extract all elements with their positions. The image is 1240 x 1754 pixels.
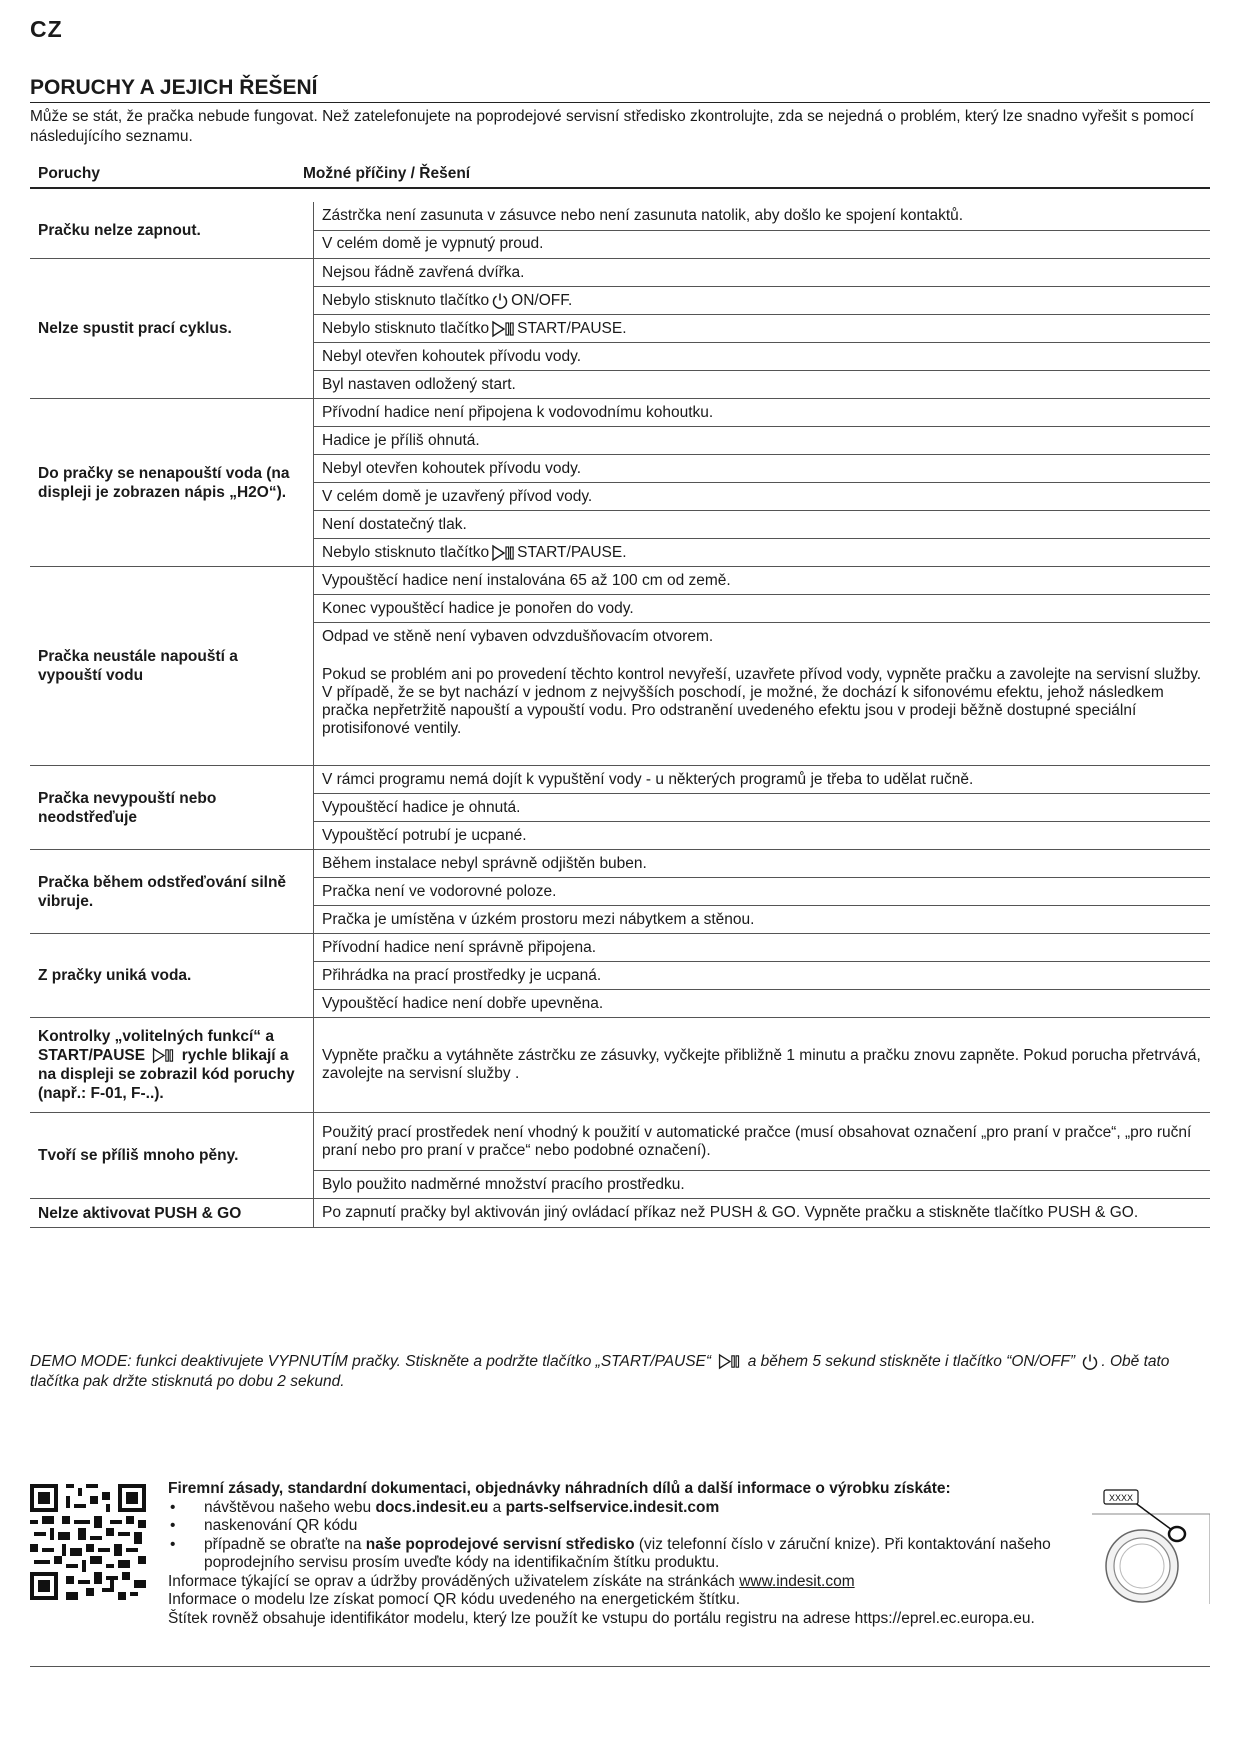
solution-item: Přívodní hadice není připojena k vodovodnímu kohoutku. (314, 399, 1210, 427)
footer-line (168, 1573, 1103, 1592)
power-icon (1081, 1353, 1099, 1371)
indesit-link[interactable]: www.indesit.com (739, 1572, 855, 1590)
fault-cell: Z pračky uniká voda. (30, 934, 314, 1018)
table-row (30, 766, 1210, 850)
solution-item: Nejsou řádně zavřená dvířka. (314, 259, 1210, 287)
language-code: CZ (30, 16, 63, 42)
fault-cell: Pračku nelze zapnout. (30, 202, 314, 259)
table-row (30, 202, 1210, 259)
service-center-label: naše poprodejové servisní středisko (365, 1535, 635, 1553)
solution-item: Nebyl otevřen kohoutek přívodu vody. (314, 455, 1210, 483)
solution-item: Přívodní hadice není správně připojena. (314, 934, 1210, 962)
parts-link[interactable]: parts-selfservice.indesit.com (505, 1498, 720, 1516)
fault-cell: Pračka během odstřeďování silně vibruje. (30, 850, 314, 934)
solution-item: Po zapnutí pračky byl aktivován jiný ovládací příkaz než PUSH & GO. Vypněte pračku a stiskněte tlačítko PUSH & GO. (314, 1199, 1211, 1228)
qr-code[interactable] (30, 1484, 146, 1600)
section-title: PORUCHY A JEJICH ŘEŠENÍ (30, 76, 1210, 103)
solution-text: Nebylo stisknuto tlačítko (322, 543, 490, 561)
demo-text: DEMO MODE: funkci deaktivujete VYPNUTÍM pračky. Stiskněte a podržte tlačítko „START/PAUSE“ (30, 1353, 712, 1370)
footer-line: Štítek rovněž obsahuje identifikátor modelu, který lze použít ke vstupu do portálu registru na adrese https://eprel.ec.europa.eu. (168, 1609, 1035, 1627)
solution-item: Vypněte pračku a vytáhněte zástrčku ze zásuvky, vyčkejte přibližně 1 minutu a pračku znovu zapněte. Pokud porucha přetrvává, zavolejte na servisní služby . (314, 1018, 1211, 1113)
solution-item: Vypouštěcí hadice není instalována 65 až 100 cm od země. (314, 567, 1210, 595)
table-header (30, 165, 1210, 189)
footer-text: Informace týkající se oprav a údržby prováděných uživatelem získáte na stránkách (168, 1572, 735, 1590)
solution-item: Pračka není ve vodorovné poloze. (314, 878, 1210, 906)
solution-item: Přihrádka na prací prostředky je ucpaná. (314, 962, 1210, 990)
footer-bullet (168, 1536, 1103, 1573)
solution-item: Použitý prací prostředek není vhodný k použití v automatické pračce (musí obsahovat označení „pro praní v pračce“, „pro ruční praní nebo pro praní v pračce“ nebo podobné označení). (314, 1113, 1210, 1171)
bullet-text: (viz telefonní číslo v záruční knize). Při kontaktování našeho poprodejního servisu prosím uveďte kódy na identifikačním štítku produktu. (204, 1535, 1051, 1571)
solution-item: Nebyl otevřen kohoutek přívodu vody. (314, 343, 1210, 371)
solution-item: V rámci programu nemá dojít k vypuštění vody - u některých programů je třeba to udělat ručně. (314, 766, 1210, 794)
solution-text: Odpad ve stěně není vybaven odvzdušňovacím otvorem. (322, 628, 714, 645)
fault-cell: Pračka nevypouští nebo neodstřeďuje (30, 766, 314, 850)
table-row (30, 399, 1210, 567)
fault-cell: Tvoří se příliš mnoho pěny. (30, 1113, 314, 1199)
table-row (30, 259, 1210, 399)
solution-item: Konec vypouštěcí hadice je ponořen do vody. (314, 595, 1210, 623)
table-row (30, 567, 1210, 766)
fault-cell (30, 1018, 314, 1113)
fault-text: rychle blikají a na displeji se zobrazil kód poruchy (např.: F-01, F-..). (38, 1047, 295, 1102)
start-pause-icon (717, 1353, 741, 1370)
solution-item (314, 315, 1210, 343)
fault-cell: Nelze spustit prací cyklus. (30, 259, 314, 399)
fault-cell: Nelze aktivovat PUSH & GO (30, 1199, 314, 1228)
solution-item: Bylo použito nadměrné množství pracího prostředku. (322, 1175, 685, 1193)
solution-item: Není dostatečný tlak. (314, 511, 1210, 539)
solution-item: Vypouštěcí potrubí je ucpané. (322, 826, 527, 844)
start-pause-icon (491, 320, 515, 338)
table-row (30, 934, 1210, 1018)
bullet-text: případně se obraťte na (204, 1535, 362, 1553)
solution-suffix: START/PAUSE. (517, 543, 627, 561)
solution-note: Pokud se problém ani po provedení těchto kontrol nevyřeší, uzavřete přívod vody, vypněte pračku a zavolejte na servisní služby. V případě, že se byt nachází v jednom z nejvyšších poschodí, je možné, že dochází k sifonovému efektu, jehož následkem pračka nepřetržitě napouští a vypouští vodu. Pro odstranění uvedeného efektu jsou v prodeji běžně dostupné speciální protisifonové ventily. (322, 666, 1202, 737)
solution-text: Nebylo stisknuto tlačítko (322, 319, 490, 337)
solution-item: Pračka je umístěna v úzkém prostoru mezi nábytkem a stěnou. (322, 910, 755, 928)
demo-mode-note (30, 1352, 1210, 1392)
power-icon (491, 292, 509, 310)
table-row (30, 1199, 1210, 1228)
bullet-text: návštěvou našeho webu (204, 1498, 372, 1516)
solution-item: Vypouštěcí hadice je ohnutá. (314, 794, 1210, 822)
solution-item: Hadice je příliš ohnutá. (314, 427, 1210, 455)
troubleshooting-table (30, 202, 1210, 1228)
docs-link[interactable]: docs.indesit.eu (375, 1498, 489, 1516)
solution-item (314, 539, 1210, 566)
solution-item: Zástrčka není zasunuta v zásuvce nebo není zasunuta natolik, aby došlo ke spojení kontaktů. (314, 203, 1210, 231)
demo-text: . Obě tato tlačítka pak držte stisknutá po dobu 2 sekund. (30, 1353, 1170, 1390)
solution-item: Během instalace nebyl správně odjištěn buben. (314, 850, 1210, 878)
solution-item: Vypouštěcí hadice není dobře upevněna. (322, 994, 604, 1012)
footer-info (168, 1480, 1103, 1628)
bullet-text: a (492, 1498, 502, 1516)
solution-text: Nebylo stisknuto tlačítko (322, 291, 490, 309)
solution-item (314, 623, 1210, 765)
label-code-text: XXXX (1108, 1493, 1134, 1503)
table-row (30, 1018, 1210, 1113)
col-faults-header: Poruchy (38, 165, 101, 182)
solution-suffix: ON/OFF. (511, 291, 573, 309)
solution-item: V celém domě je uzavřený přívod vody. (314, 483, 1210, 511)
solution-item: V celém domě je vypnutý proud. (322, 235, 544, 252)
solution-item: Byl nastaven odložený start. (322, 375, 516, 393)
fault-cell: Do pračky se nenapouští voda (na displeji je zobrazen nápis „H2O“). (30, 399, 314, 567)
solution-suffix: START/PAUSE. (517, 319, 627, 337)
start-pause-icon (491, 544, 515, 562)
footer-heading: Firemní zásady, standardní dokumentaci, objednávky náhradních dílů a další informace o výrobku získáte: (168, 1480, 951, 1497)
footer-bullet: • naskenování QR kódu (168, 1517, 1103, 1536)
table-row (30, 850, 1210, 934)
footer (30, 1478, 1210, 1667)
table-row (30, 1113, 1210, 1199)
washer-label-illustration (1092, 1486, 1210, 1604)
solution-item (314, 287, 1210, 315)
footer-bullet (168, 1499, 1103, 1518)
col-solutions-header: Možné příčiny / Řešení (303, 165, 471, 182)
fault-text: Kontrolky „volitelných funkcí“ a START/PAUSE (38, 1028, 274, 1064)
footer-line: Informace o modelu lze získat pomocí QR kódu uvedeného na energetickém štítku. (168, 1591, 741, 1608)
fault-cell: Pračka neustále napouští a vypouští vodu (30, 567, 314, 766)
start-pause-icon (151, 1047, 175, 1064)
demo-text: a během 5 sekund stiskněte i tlačítko “ON/OFF” (747, 1353, 1076, 1370)
intro-text: Může se stát, že pračka nebude fungovat. Než zatelefonujete na poprodejové servisní středisko zkontrolujte, zda se nejedná o problém, který lze snadno vyřešit s pomocí následujícího seznamu. (30, 108, 1195, 145)
